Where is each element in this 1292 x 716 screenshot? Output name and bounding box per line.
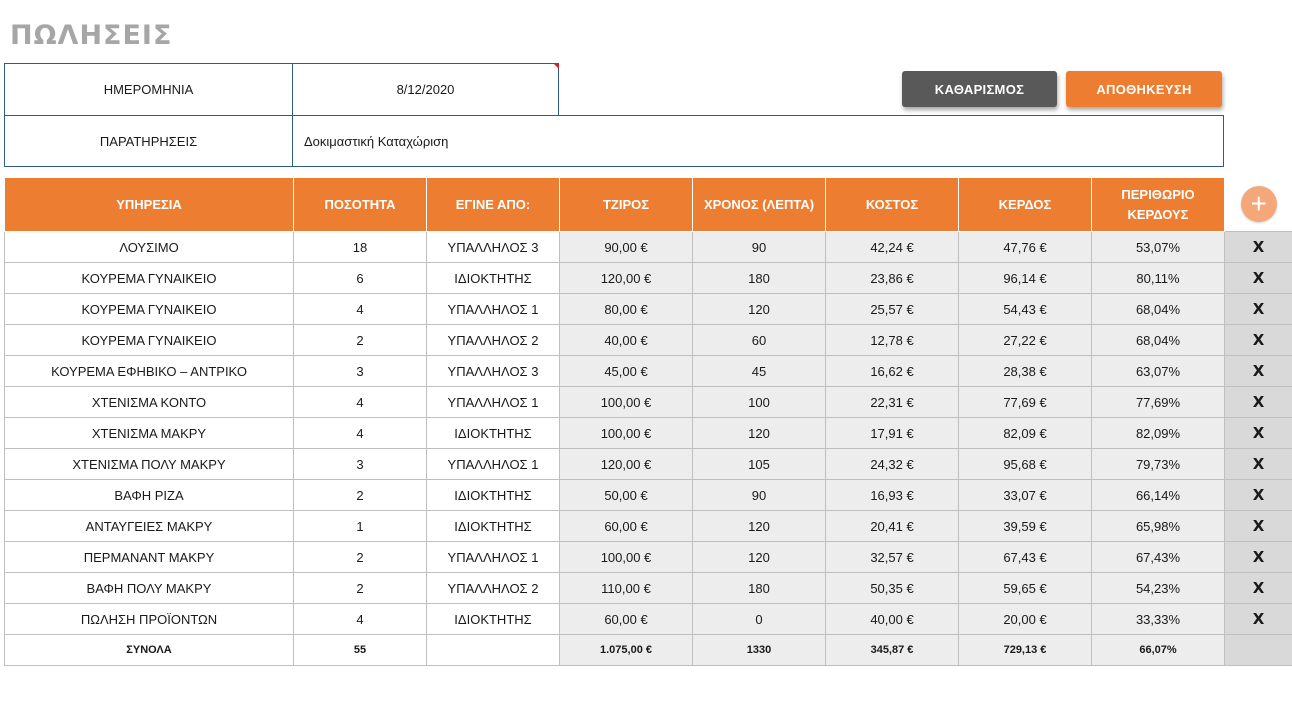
table-cell[interactable]: ΒΑΦΗ ΡΙΖΑ: [5, 480, 294, 511]
sales-table: [4, 177, 1292, 666]
table-cell: 17,91 €: [826, 418, 959, 449]
table-cell: 100: [693, 387, 826, 418]
total-cell: 55: [294, 635, 427, 666]
table-cell[interactable]: ΧΤΕΝΙΣΜΑ ΜΑΚΡΥ: [5, 418, 294, 449]
table-cell: 28,38 €: [959, 356, 1092, 387]
save-button[interactable]: ΑΠΟΘΗΚΕΥΣΗ: [1066, 71, 1222, 107]
table-cell[interactable]: ΥΠΑΛΛΗΛΟΣ 1: [427, 294, 560, 325]
table-cell: 77,69 €: [959, 387, 1092, 418]
table-cell[interactable]: 1: [294, 511, 427, 542]
table-cell: 63,07%: [1092, 356, 1225, 387]
table-cell[interactable]: ΛΟΥΣΙΜΟ: [5, 232, 294, 263]
table-cell[interactable]: 3: [294, 356, 427, 387]
table-cell[interactable]: ΥΠΑΛΛΗΛΟΣ 2: [427, 325, 560, 356]
table-row: [5, 294, 1292, 325]
table-cell: 90,00 €: [560, 232, 693, 263]
table-row: [5, 542, 1292, 573]
delete-row-button[interactable]: X: [1252, 486, 1265, 504]
table-cell[interactable]: ΙΔΙΟΚΤΗΤΗΣ: [427, 604, 560, 635]
table-cell[interactable]: 4: [294, 604, 427, 635]
table-row: [5, 604, 1292, 635]
table-cell[interactable]: ΙΔΙΟΚΤΗΤΗΣ: [427, 418, 560, 449]
table-row: [5, 418, 1292, 449]
table-cell: 16,62 €: [826, 356, 959, 387]
delete-cell: [1225, 542, 1292, 573]
delete-cell: [1225, 449, 1292, 480]
table-cell: 120: [693, 294, 826, 325]
table-cell[interactable]: ΒΑΦΗ ΠΟΛΥ ΜΑΚΡΥ: [5, 573, 294, 604]
total-cell: 1.075,00 €: [560, 635, 693, 666]
table-cell[interactable]: 3: [294, 449, 427, 480]
table-cell: 120,00 €: [560, 263, 693, 294]
table-cell[interactable]: 2: [294, 573, 427, 604]
notes-label: ΠΑΡΑΤΗΡΗΣΕΙΣ: [4, 115, 293, 167]
table-cell: 66,14%: [1092, 480, 1225, 511]
total-cell: 1330: [693, 635, 826, 666]
delete-row-button[interactable]: X: [1252, 362, 1265, 380]
table-cell[interactable]: ΥΠΑΛΛΗΛΟΣ 1: [427, 387, 560, 418]
table-cell[interactable]: 4: [294, 294, 427, 325]
table-cell: 68,04%: [1092, 294, 1225, 325]
table-cell: 60,00 €: [560, 511, 693, 542]
table-cell: 180: [693, 573, 826, 604]
total-cell: [427, 635, 560, 666]
totals-row: [5, 635, 1292, 666]
table-cell[interactable]: ΚΟΥΡΕΜΑ ΓΥΝΑΙΚΕΙΟ: [5, 325, 294, 356]
delete-cell: [1225, 356, 1292, 387]
table-cell: 45: [693, 356, 826, 387]
table-cell[interactable]: 2: [294, 542, 427, 573]
table-cell[interactable]: 6: [294, 263, 427, 294]
table-cell[interactable]: 18: [294, 232, 427, 263]
header-profit: ΚΕΡΔΟΣ: [959, 178, 1092, 232]
table-cell: 82,09 €: [959, 418, 1092, 449]
table-cell: 23,86 €: [826, 263, 959, 294]
delete-cell: [1225, 418, 1292, 449]
table-cell: 16,93 €: [826, 480, 959, 511]
table-cell: 24,32 €: [826, 449, 959, 480]
table-cell: 96,14 €: [959, 263, 1092, 294]
table-cell: 120,00 €: [560, 449, 693, 480]
table-cell: 20,00 €: [959, 604, 1092, 635]
notes-field[interactable]: Δοκιμαστική Καταχώριση: [292, 115, 1224, 167]
table-cell: 120: [693, 542, 826, 573]
table-cell: 33,07 €: [959, 480, 1092, 511]
delete-row-button[interactable]: X: [1252, 331, 1265, 349]
table-cell[interactable]: 4: [294, 387, 427, 418]
table-cell: 67,43%: [1092, 542, 1225, 573]
table-cell: 22,31 €: [826, 387, 959, 418]
delete-row-button[interactable]: X: [1252, 517, 1265, 535]
delete-cell: [1225, 263, 1292, 294]
table-cell: 60,00 €: [560, 604, 693, 635]
table-cell: 50,35 €: [826, 573, 959, 604]
table-cell: 60: [693, 325, 826, 356]
table-cell: 82,09%: [1092, 418, 1225, 449]
table-cell: 54,23%: [1092, 573, 1225, 604]
clear-button[interactable]: ΚΑΘΑΡΙΣΜΟΣ: [902, 71, 1057, 107]
table-row: [5, 387, 1292, 418]
header-cost: ΚΟΣΤΟΣ: [826, 178, 959, 232]
table-cell[interactable]: ΥΠΑΛΛΗΛΟΣ 3: [427, 356, 560, 387]
add-row-button[interactable]: +: [1241, 186, 1277, 222]
add-column: [1225, 178, 1292, 232]
table-cell: 80,00 €: [560, 294, 693, 325]
table-cell[interactable]: ΥΠΑΛΛΗΛΟΣ 1: [427, 449, 560, 480]
total-cell: 66,07%: [1092, 635, 1225, 666]
table-cell[interactable]: ΑΝΤΑΥΓΕΙΕΣ ΜΑΚΡΥ: [5, 511, 294, 542]
date-value: 8/12/2020: [396, 82, 455, 97]
table-cell: 65,98%: [1092, 511, 1225, 542]
table-cell: 105: [693, 449, 826, 480]
header-quantity: ΠΟΣΟΤΗΤΑ: [294, 178, 427, 232]
table-cell: 42,24 €: [826, 232, 959, 263]
table-cell: 12,78 €: [826, 325, 959, 356]
table-cell: 39,59 €: [959, 511, 1092, 542]
table-cell[interactable]: ΙΔΙΟΚΤΗΤΗΣ: [427, 480, 560, 511]
table-cell[interactable]: ΚΟΥΡΕΜΑ ΓΥΝΑΙΚΕΙΟ: [5, 263, 294, 294]
table-cell: 100,00 €: [560, 542, 693, 573]
table-cell: 25,57 €: [826, 294, 959, 325]
table-cell: 120: [693, 511, 826, 542]
table-cell[interactable]: ΥΠΑΛΛΗΛΟΣ 1: [427, 542, 560, 573]
table-row: [5, 480, 1292, 511]
table-cell: 100,00 €: [560, 387, 693, 418]
date-label: ΗΜΕΡΟΜΗΝΙΑ: [4, 63, 293, 116]
table-cell[interactable]: ΧΤΕΝΙΣΜΑ ΚΟΝΤΟ: [5, 387, 294, 418]
table-cell: 50,00 €: [560, 480, 693, 511]
table-cell: 110,00 €: [560, 573, 693, 604]
header-time: ΧΡΟΝΟΣ (ΛΕΠΤΑ): [693, 178, 826, 232]
table-cell: 45,00 €: [560, 356, 693, 387]
table-row: [5, 232, 1292, 263]
table-cell: 90: [693, 480, 826, 511]
total-filler-cell: [1225, 635, 1292, 666]
table-cell[interactable]: ΚΟΥΡΕΜΑ ΓΥΝΑΙΚΕΙΟ: [5, 294, 294, 325]
table-cell[interactable]: ΥΠΑΛΛΗΛΟΣ 3: [427, 232, 560, 263]
table-cell[interactable]: ΠΩΛΗΣΗ ΠΡΟΪΟΝΤΩΝ: [5, 604, 294, 635]
header-margin: ΠΕΡΙΘΩΡΙΟ ΚΕΡΔΟΥΣ: [1092, 178, 1225, 232]
total-cell: ΣΥΝΟΛΑ: [5, 635, 294, 666]
delete-row-button[interactable]: X: [1252, 579, 1265, 597]
delete-cell: [1225, 387, 1292, 418]
delete-row-button[interactable]: X: [1252, 300, 1265, 318]
table-cell[interactable]: ΠΕΡΜΑΝΑΝΤ ΜΑΚΡΥ: [5, 542, 294, 573]
total-cell: 345,87 €: [826, 635, 959, 666]
comment-indicator: [553, 63, 559, 69]
delete-row-button[interactable]: X: [1252, 393, 1265, 411]
table-cell: 59,65 €: [959, 573, 1092, 604]
table-cell[interactable]: ΧΤΕΝΙΣΜΑ ΠΟΛΥ ΜΑΚΡΥ: [5, 449, 294, 480]
table-cell: 120: [693, 418, 826, 449]
delete-cell: [1225, 511, 1292, 542]
delete-row-button[interactable]: X: [1252, 610, 1265, 628]
delete-cell: [1225, 573, 1292, 604]
table-cell[interactable]: ΙΔΙΟΚΤΗΤΗΣ: [427, 263, 560, 294]
table-cell: 54,43 €: [959, 294, 1092, 325]
delete-cell: [1225, 480, 1292, 511]
table-cell: 77,69%: [1092, 387, 1225, 418]
table-cell: 0: [693, 604, 826, 635]
table-cell: 40,00 €: [826, 604, 959, 635]
table-cell[interactable]: ΚΟΥΡΕΜΑ ΕΦΗΒΙΚΟ – ΑΝΤΡΙΚΟ: [5, 356, 294, 387]
table-row: [5, 263, 1292, 294]
table-cell: 20,41 €: [826, 511, 959, 542]
header-turnover: ΤΖΙΡΟΣ: [560, 178, 693, 232]
table-row: [5, 573, 1292, 604]
table-cell: 68,04%: [1092, 325, 1225, 356]
table-cell[interactable]: 4: [294, 418, 427, 449]
table-cell[interactable]: ΥΠΑΛΛΗΛΟΣ 2: [427, 573, 560, 604]
delete-row-button[interactable]: X: [1252, 548, 1265, 566]
table-row: [5, 449, 1292, 480]
table-cell: 180: [693, 263, 826, 294]
date-field[interactable]: [292, 63, 559, 116]
delete-row-button[interactable]: X: [1252, 455, 1265, 473]
table-cell[interactable]: ΙΔΙΟΚΤΗΤΗΣ: [427, 511, 560, 542]
header-service: ΥΠΗΡΕΣΙΑ: [5, 178, 294, 232]
page-title: ΠΩΛΗΣΕΙΣ: [10, 20, 173, 51]
delete-cell: [1225, 604, 1292, 635]
table-cell[interactable]: 2: [294, 325, 427, 356]
table-header-row: [5, 178, 1292, 232]
table-cell[interactable]: 2: [294, 480, 427, 511]
table-cell: 53,07%: [1092, 232, 1225, 263]
table-cell: 67,43 €: [959, 542, 1092, 573]
delete-cell: [1225, 294, 1292, 325]
total-cell: 729,13 €: [959, 635, 1092, 666]
delete-cell: [1225, 325, 1292, 356]
header-done-by: ΕΓΙΝΕ ΑΠΟ:: [427, 178, 560, 232]
table-cell: 95,68 €: [959, 449, 1092, 480]
table-cell: 79,73%: [1092, 449, 1225, 480]
table-cell: 100,00 €: [560, 418, 693, 449]
table-cell: 47,76 €: [959, 232, 1092, 263]
table-cell: 80,11%: [1092, 263, 1225, 294]
table-row: [5, 511, 1292, 542]
delete-row-button[interactable]: X: [1252, 238, 1265, 256]
table-row: [5, 325, 1292, 356]
table-row: [5, 356, 1292, 387]
table-cell: 90: [693, 232, 826, 263]
delete-row-button[interactable]: X: [1252, 269, 1265, 287]
table-cell: 33,33%: [1092, 604, 1225, 635]
delete-row-button[interactable]: X: [1252, 424, 1265, 442]
table-cell: 40,00 €: [560, 325, 693, 356]
table-cell: 27,22 €: [959, 325, 1092, 356]
table-cell: 32,57 €: [826, 542, 959, 573]
delete-cell: [1225, 232, 1292, 263]
